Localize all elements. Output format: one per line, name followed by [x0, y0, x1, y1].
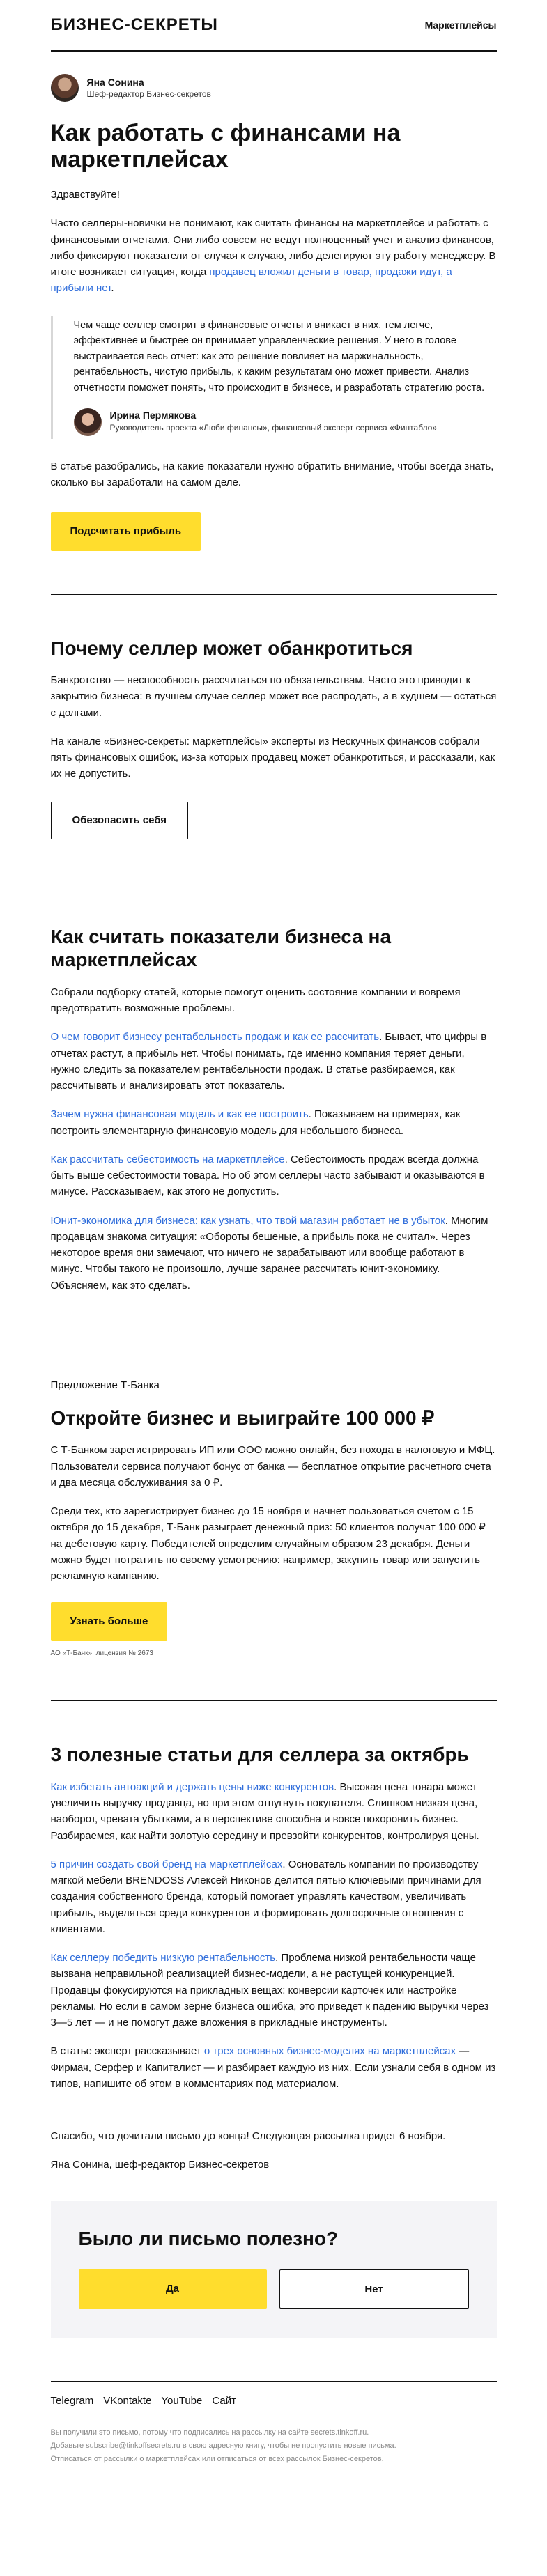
site-link[interactable]: Сайт — [212, 2394, 236, 2407]
author-avatar — [51, 74, 79, 102]
metrics-item-link[interactable]: О чем говорит бизнесу рентабельность продаж и как ее рассчитать — [50, 1031, 380, 1043]
youtube-link[interactable]: YouTube — [161, 2394, 203, 2407]
intro-paragraph — [51, 215, 497, 296]
article-item — [51, 1856, 497, 1937]
metrics-item — [51, 1213, 497, 1294]
promo-label: Предложение Т-Банка — [50, 1379, 160, 1391]
fine-print-line: Добавьте subscribe@tinkoffsecrets.ru в свою адресную книгу, чтобы не пропустить новые письма. — [50, 2441, 396, 2450]
footer-divider — [51, 2381, 497, 2382]
article-item-text: . Высокая цена товара может увеличить выручку продавца, но при этом отпугнуть покупателя. Слишком низкая цена, наоборот, чревата убытками, а в перспективе способна и вовсе похоронить бизнес. Разбираемся, как найти золотую середину и превзойти конкурентов, контролируя цены. — [50, 1780, 479, 1842]
logo[interactable]: БИЗНЕС-СЕКРЕТЫ — [50, 15, 218, 34]
bankruptcy-p1: Банкротство — неспособность рассчитаться по обязательствам. Часто это приводит к закрытию бизнеса: в лучшем случае селлер может все распродать, а в худшем — остаться с долгами. — [50, 674, 497, 719]
signoff-text: Спасибо, что дочитали письмо до конца! Следующая рассылка придет 6 ноября. — [50, 2130, 446, 2143]
category-label: Маркетплейсы — [424, 20, 497, 31]
metrics-title: Как считать показатели бизнеса на маркетплейсах — [50, 925, 392, 971]
articles-title: 3 полезные статьи для селлера за октябрь — [50, 1744, 469, 1766]
expert-avatar — [74, 408, 102, 436]
promo-p1: С Т-Банком зарегистрировать ИП или ООО можно онлайн, без похода в налоговую и МФЦ. Пользователи сервиса получают бонус от банка — бесплатное открытие расчетного счета и два месяца обслуживания за 0 ₽. — [50, 1444, 495, 1489]
bankruptcy-section — [51, 637, 497, 839]
vkontakte-link[interactable]: VKontakte — [103, 2394, 152, 2407]
metrics-item-text: . Бывает, что цифры в отчетах растут, а прибыль нет. Чтобы понимать, где именно компания теряет деньги, нужно следить за показателем рентабельности продаж. В статье разбираемся, как рассчитывать и анализировать этот показатель. — [50, 1031, 487, 1092]
telegram-link[interactable]: Telegram — [50, 2394, 94, 2407]
expert-role: Руководитель проекта «Люби финансы», финансовый эксперт сервиса «Финтабло» — [109, 423, 438, 433]
article-item-link[interactable]: 5 причин создать свой бренд на маркетплейсах — [50, 1858, 283, 1870]
article-item — [51, 1950, 497, 2031]
signoff-signature: Яна Сонина, шеф-редактор Бизнес-секретов — [50, 2159, 270, 2171]
metrics-item-link[interactable]: Зачем нужна финансовая модель и как ее построить — [50, 1108, 309, 1121]
promo-section — [51, 1379, 497, 1658]
metrics-item-text: . Показываем на примерах, как построить элементарную финансовую модель для небольшого бизнеса. — [50, 1108, 461, 1137]
feedback-buttons — [79, 2269, 469, 2309]
metrics-item-link[interactable]: Юнит-экономика для бизнеса: как узнать, что твой магазин работает не в убыток — [50, 1214, 445, 1227]
metrics-item — [51, 1106, 497, 1139]
protect-yourself-button[interactable]: Обезопасить себя — [51, 802, 189, 839]
article-item-text: . Проблема низкой рентабельности чаще вызвана неправильной реализацией бизнес-модели, а не растущей конкуренцией. Продавцы фокусируются на прикладных вещах: конверсии карточек или настройке рекламы. Но если в самом зерне бизнеса ошибка, это приведет к падению выручки через 3—5 лет — и не помогут даже вложения в прикладные инструменты. — [50, 1952, 489, 2029]
metrics-item-link[interactable]: Как рассчитать себестоимость на маркетплейсе — [50, 1153, 285, 1165]
promo-title: Откройте бизнес и выиграйте 100 000 ₽ — [50, 1406, 435, 1429]
author-block — [51, 74, 497, 102]
feedback-title: Было ли письмо полезно? — [78, 2227, 339, 2249]
article-last-pre: В статье эксперт рассказывает — [50, 2045, 204, 2058]
article-last-post: — Фирмач, Серфер и Капиталист — и разбирает каждую из них. Если узнали себя в одном из типов, напишите об этом в комментариях под материалом. — [50, 2045, 496, 2090]
article-item-link[interactable]: Как избегать автоакций и держать цены ниже конкурентов — [50, 1780, 334, 1793]
license-text: АО «Т‑Банк», лицензия № 2673 — [50, 1650, 153, 1658]
metrics-item — [51, 1029, 497, 1094]
calculate-profit-button[interactable]: Подсчитать прибыль — [51, 512, 201, 551]
section-divider — [51, 1700, 497, 1701]
greeting: Здравствуйте! — [50, 189, 120, 201]
metrics-item-text: . Многим продавцам знакома ситуация: «Обороты бешеные, а прибыль пока не считал». Через некоторое время они замечают, что ничего не зарабатывают или вообще работают в минус. Чтобы такого не произошло, лучше заранее рассчитать юнит-экономику. Объясняем, как это сделать. — [50, 1214, 488, 1291]
article-item-link[interactable]: Как селлеру победить низкую рентабельность — [50, 1952, 276, 1964]
intro-end: . — [111, 282, 114, 295]
metrics-item-text: . Себестоимость продаж всегда должна быть выше себестоимости товара. Но об этом селлеры часто забывают и оказываются в минусе. Рассказываем, как этого не допустить. — [50, 1153, 485, 1198]
social-links — [51, 2395, 497, 2407]
metrics-section — [51, 925, 497, 1294]
author-role: Шеф-редактор Бизнес-секретов — [86, 89, 211, 99]
learn-more-button[interactable]: Узнать больше — [51, 1602, 168, 1641]
article-title: Как работать с финансами на маркетплейсах — [50, 120, 401, 173]
feedback-no-button[interactable]: Нет — [279, 2269, 469, 2309]
quote-text: Чем чаще селлер смотрит в финансовые отчеты и вникает в них, тем легче, эффективнее и быстрее он принимает управленческие решения. У него в голове выстраивается весь отчет: как это решение повлияет на маржинальность, рентабельность, чистую прибыль, к каким результатам оно может привести. Анализ отчетности поможет понять, что происходит в бизнесе, и разработать стратегию роста. — [73, 319, 485, 394]
section-divider — [51, 594, 497, 595]
article-item — [51, 1779, 497, 1844]
bankruptcy-title: Почему селлер может обанкротиться — [50, 637, 413, 659]
expert-name: Ирина Пермякова — [109, 410, 197, 421]
metrics-item — [51, 1151, 497, 1200]
footer-fine-print — [51, 2426, 497, 2488]
intro-link[interactable]: продавец вложил деньги в товар, продажи идут, а прибыли нет — [50, 266, 452, 295]
promo-p2: Среди тех, кто зарегистрирует бизнес до 15 ноября и начнет пользоваться счетом с 15 октября до 15 декабря, Т-Банк разыграет денежный приз: 50 клиентов получат 100 000 ₽ на дебетовую карту. Победителей определим случайным образом 23 декабря. Деньги можно будет потратить по своему усмотрению: например, закупить товар или запустить рекламную кампанию. — [50, 1505, 486, 1583]
feedback-block — [51, 2201, 497, 2338]
feedback-yes-button[interactable]: Да — [79, 2269, 267, 2309]
email-header — [51, 0, 497, 52]
business-models-link[interactable]: о трех основных бизнес-моделях на маркетплейсах — [203, 2045, 456, 2058]
intro-text: Часто селлеры-новички не понимают, как считать финансы на маркетплейсе и работать с финансовыми отчетами. Они либо совсем не ведут полноценный учет и анализ финансов, либо фиксируют показатели от случая к случаю, либо делегируют эту работу менеджеру. В итоге возникает ситуация, когда — [50, 217, 496, 279]
metrics-intro: Собрали подборку статей, которые помогут оценить состояние компании и вовремя предотвратить возможные проблемы. — [50, 986, 461, 1015]
unsubscribe-line[interactable]: Отписаться от рассылки о маркетплейсах или отписаться от всех рассылок Бизнес-секретов. — [50, 2455, 384, 2464]
article-item — [51, 2043, 497, 2092]
bankruptcy-p2: На канале «Бизнес-секреты: маркетплейсы» эксперты из Нескучных финансов собрали пять финансовых ошибок, из-за которых продавец может обанкротиться, и рассказали, как их не допустить. — [50, 735, 495, 780]
articles-section — [51, 1743, 497, 2092]
author-name: Яна Сонина — [86, 77, 144, 88]
article-outro: В статье разобрались, на какие показатели нужно обратить внимание, чтобы всегда знать, сколько вы заработали на самом деле. — [50, 460, 494, 489]
expert-quote — [51, 316, 497, 439]
fine-print-line: Вы получили это письмо, потому что подписались на рассылку на сайте secrets.tinkoff.ru. — [50, 2428, 369, 2437]
expert-block — [74, 408, 497, 436]
article-item-text: . Основатель компании по производству мягкой мебели BRENDOSS Алексей Никонов делится пятью ключевыми причинами для создания собственного бренда, который помогает управлять качеством, увеличивать прибыль, выделяться среди конкурентов и формировать долгосрочные отношения с клиентами. — [50, 1858, 481, 1935]
